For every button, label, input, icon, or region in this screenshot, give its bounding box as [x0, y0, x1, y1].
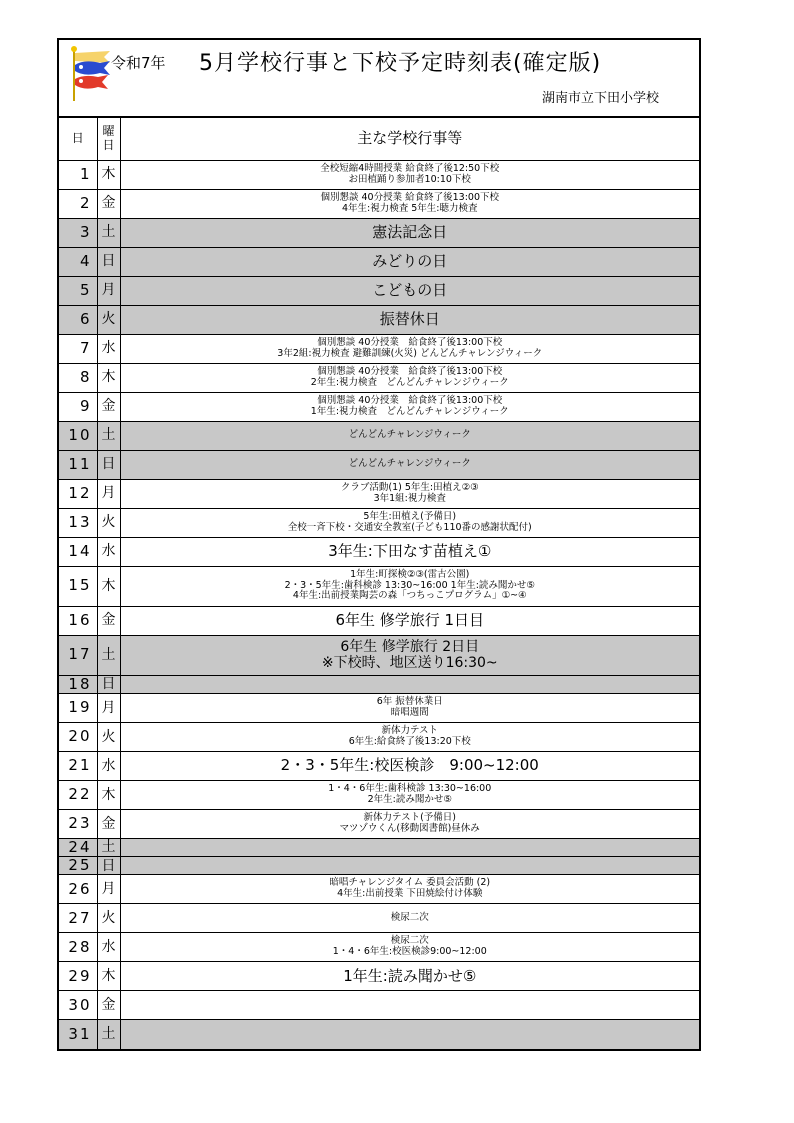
day-cell: 15	[59, 566, 97, 606]
col-day-header: 日	[59, 118, 97, 160]
table-row	[59, 875, 699, 904]
events-cell	[120, 305, 699, 334]
event-line: 1年生:視力検査 どんどんチャレンジウィーク	[310, 405, 509, 417]
page-title: 5月学校行事と下校予定時刻表(確定版)	[199, 51, 602, 76]
weekday-cell: 金	[97, 606, 120, 635]
event-line: 暗唱週間	[390, 706, 429, 718]
day-cell: 12	[59, 479, 97, 508]
weekday-cell: 金	[97, 189, 120, 218]
event-line: 個別懇談 40分授業 給食終了後13:00下校	[317, 336, 503, 348]
table-row	[59, 392, 699, 421]
events-cell	[120, 693, 699, 722]
day-cell: 6	[59, 305, 97, 334]
events-cell	[120, 904, 699, 933]
day-cell: 11	[59, 450, 97, 479]
events-cell	[120, 751, 699, 780]
weekday-cell: 水	[97, 537, 120, 566]
table-row	[59, 904, 699, 933]
day-cell: 30	[59, 991, 97, 1020]
weekday-cell: 土	[97, 838, 120, 856]
weekday-cell: 火	[97, 305, 120, 334]
day-cell: 20	[59, 722, 97, 751]
weekday-cell: 月	[97, 479, 120, 508]
day-cell: 24	[59, 838, 97, 856]
day-cell: 4	[59, 247, 97, 276]
events-cell	[120, 635, 699, 675]
school-name: 湖南市立下田小学校	[541, 91, 659, 106]
schedule-table	[59, 118, 699, 1049]
event-line: 振替休日	[379, 309, 440, 328]
weekday-cell: 土	[97, 218, 120, 247]
weekday-cell: 土	[97, 421, 120, 450]
events-cell	[120, 479, 699, 508]
table-row	[59, 421, 699, 450]
weekday-cell: 火	[97, 904, 120, 933]
day-cell: 7	[59, 334, 97, 363]
day-cell: 16	[59, 606, 97, 635]
day-cell: 8	[59, 363, 97, 392]
day-cell: 17	[59, 635, 97, 675]
day-cell: 14	[59, 537, 97, 566]
day-cell: 3	[59, 218, 97, 247]
day-cell: 22	[59, 780, 97, 809]
events-cell	[120, 421, 699, 450]
event-line: 全校短縮4時間授業 給食終了後12:50下校	[320, 162, 500, 174]
event-line: 個別懇談 40分授業 給食終了後13:00下校	[317, 365, 503, 377]
event-line: みどりの日	[372, 251, 448, 270]
weekday-cell: 木	[97, 160, 120, 189]
day-cell: 2	[59, 189, 97, 218]
weekday-cell: 日	[97, 450, 120, 479]
table-row	[59, 363, 699, 392]
day-cell: 13	[59, 508, 97, 537]
weekday-cell: 日	[97, 247, 120, 276]
day-cell: 27	[59, 904, 97, 933]
events-cell	[120, 933, 699, 962]
day-cell: 5	[59, 276, 97, 305]
events-cell	[120, 606, 699, 635]
event-line: ※下校時、地区送り16:30~	[321, 655, 498, 671]
event-line: 1・4・6年生:歯科検診 13:30~16:00	[328, 782, 492, 794]
event-line: 新体力テスト	[381, 724, 439, 736]
event-line: 2・3・5年生:歯科検診 13:30~16:00 1年生:読み聞かせ⑤	[284, 579, 535, 591]
event-line: 1年生:町探検②③(雷古公園)	[350, 568, 470, 580]
schedule-sheet	[57, 38, 701, 1051]
table-row	[59, 857, 699, 875]
table-row	[59, 933, 699, 962]
event-line: どんどんチャレンジウィーク	[348, 429, 471, 441]
document-header	[59, 40, 699, 118]
event-line: 4年生:視力検査 5年生:聴力検査	[341, 202, 478, 214]
weekday-cell: 水	[97, 933, 120, 962]
events-cell	[120, 962, 699, 991]
weekday-cell: 月	[97, 693, 120, 722]
day-cell: 18	[59, 675, 97, 693]
day-cell: 21	[59, 751, 97, 780]
events-cell	[120, 838, 699, 856]
event-line: 6年生 修学旅行 1日目	[335, 610, 485, 629]
weekday-cell: 木	[97, 962, 120, 991]
table-row	[59, 722, 699, 751]
event-line: 4年生:出前授業陶芸の森「つちっこプログラム」①~④	[292, 590, 527, 602]
weekday-cell: 金	[97, 809, 120, 838]
table-row	[59, 305, 699, 334]
event-line: 5年生:田植え(予備日)	[363, 510, 457, 522]
weekday-cell: 月	[97, 875, 120, 904]
table-row	[59, 537, 699, 566]
day-cell: 29	[59, 962, 97, 991]
event-line: 2年生:読み聞かせ⑤	[367, 793, 452, 805]
weekday-cell: 火	[97, 508, 120, 537]
table-row	[59, 809, 699, 838]
weekday-cell: 日	[97, 675, 120, 693]
event-line: 4年生:出前授業 下田焼絵付け体験	[337, 888, 483, 900]
weekday-cell: 金	[97, 991, 120, 1020]
table-row	[59, 276, 699, 305]
events-cell	[120, 189, 699, 218]
events-cell	[120, 392, 699, 421]
table-row	[59, 991, 699, 1020]
weekday-cell: 水	[97, 334, 120, 363]
table-row	[59, 334, 699, 363]
events-cell	[120, 276, 699, 305]
weekday-cell: 土	[97, 635, 120, 675]
event-line: お田植踊り参加者10:10下校	[348, 173, 471, 185]
table-row	[59, 675, 699, 693]
day-cell: 26	[59, 875, 97, 904]
day-cell: 23	[59, 809, 97, 838]
events-cell	[120, 991, 699, 1020]
events-cell	[120, 675, 699, 693]
day-cell: 10	[59, 421, 97, 450]
events-cell	[120, 1020, 699, 1049]
events-cell	[120, 218, 699, 247]
table-row	[59, 218, 699, 247]
events-cell	[120, 160, 699, 189]
weekday-cell: 木	[97, 363, 120, 392]
table-row	[59, 693, 699, 722]
table-row	[59, 1020, 699, 1049]
event-line: 全校一斉下校・交通安全教室(子ども110番の感謝状配付)	[287, 521, 532, 533]
event-line: 6年生:給食終了後13:20下校	[348, 735, 471, 747]
weekday-cell: 金	[97, 392, 120, 421]
col-events-header: 主な学校行事等	[120, 118, 699, 160]
day-cell: 25	[59, 857, 97, 875]
weekday-cell: 日	[97, 857, 120, 875]
event-line: こどもの日	[372, 280, 448, 299]
events-cell	[120, 508, 699, 537]
table-row	[59, 962, 699, 991]
events-cell	[120, 334, 699, 363]
day-cell: 31	[59, 1020, 97, 1049]
event-line: マツゾウくん(移動図書館)昼休み	[339, 822, 480, 834]
events-cell	[120, 780, 699, 809]
weekday-cell: 月	[97, 276, 120, 305]
day-cell: 28	[59, 933, 97, 962]
weekday-cell: 火	[97, 722, 120, 751]
event-line: 個別懇談 40分授業 給食終了後13:00下校	[317, 394, 503, 406]
table-row	[59, 450, 699, 479]
event-line: 6年生 修学旅行 2日目	[340, 638, 480, 655]
event-line: 暗唱チャレンジタイム 委員会活動 (2)	[329, 877, 491, 889]
events-cell	[120, 722, 699, 751]
event-line: 新体力テスト(予備日)	[363, 811, 457, 823]
table-row	[59, 189, 699, 218]
table-row	[59, 780, 699, 809]
event-line: 個別懇談 40分授業 給食終了後13:00下校	[320, 191, 499, 203]
table-row	[59, 566, 699, 606]
weekday-cell: 水	[97, 751, 120, 780]
table-row	[59, 247, 699, 276]
event-line: 2年生:視力検査 どんどんチャレンジウィーク	[310, 376, 509, 388]
weekday-cell: 土	[97, 1020, 120, 1049]
event-line: 検尿二次	[390, 911, 429, 923]
events-cell	[120, 247, 699, 276]
event-line: 3年1組:視力検査	[373, 492, 446, 504]
day-cell: 9	[59, 392, 97, 421]
event-line: どんどんチャレンジウィーク	[348, 458, 471, 470]
events-cell	[120, 450, 699, 479]
event-line: クラブ活動(1) 5年生:田植え②③	[340, 481, 479, 493]
events-cell	[120, 537, 699, 566]
event-line: 憲法記念日	[372, 222, 448, 241]
events-cell	[120, 875, 699, 904]
col-dow-header: 曜日	[97, 118, 120, 160]
events-cell	[120, 857, 699, 875]
table-header-row	[59, 118, 699, 160]
table-row	[59, 606, 699, 635]
event-line: 6年 振替休業日	[376, 695, 443, 707]
table-row	[59, 751, 699, 780]
event-line: 1・4・6年生:校医検診9:00~12:00	[332, 946, 487, 958]
day-cell: 1	[59, 160, 97, 189]
event-line: 1年生:読み聞かせ⑤	[343, 966, 477, 985]
events-cell	[120, 566, 699, 606]
table-row	[59, 635, 699, 675]
event-line: 検尿二次	[390, 935, 429, 947]
day-cell: 19	[59, 693, 97, 722]
event-line: 3年2組:視力検査 避難訓練(火災) どんどんチャレンジウィーク	[277, 347, 543, 359]
era-label: 令和7年	[111, 54, 166, 72]
table-row	[59, 838, 699, 856]
table-row	[59, 479, 699, 508]
table-row	[59, 508, 699, 537]
event-line: 2・3・5年生:校医検診 9:00~12:00	[280, 756, 539, 775]
event-line: 3年生:下田なす苗植え①	[328, 541, 492, 560]
koinobori-icon	[70, 45, 114, 101]
events-cell	[120, 809, 699, 838]
weekday-cell: 木	[97, 566, 120, 606]
weekday-cell: 木	[97, 780, 120, 809]
events-cell	[120, 363, 699, 392]
table-row	[59, 160, 699, 189]
